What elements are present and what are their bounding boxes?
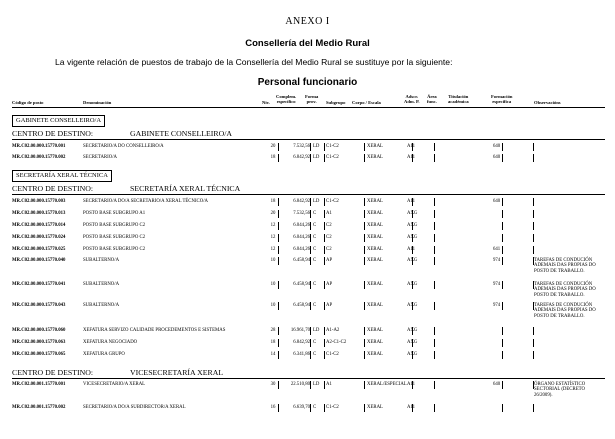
centro-destino-gabinete: CENTRO DE DESTINO: GABINETE CONSELLEIRO/A xyxy=(12,129,232,138)
cell-separator xyxy=(324,281,325,289)
cell-niv: 12 xyxy=(270,223,276,228)
cell-comp: 6.842,92 xyxy=(293,340,310,345)
cell-separator xyxy=(278,143,279,151)
cell-adsc: AXG xyxy=(407,328,418,333)
section-divider xyxy=(12,194,605,195)
cell-niv: 10 xyxy=(270,282,276,287)
cell-fp: C xyxy=(313,247,317,252)
cell-separator xyxy=(278,339,279,347)
cell-den: VICESECRETARIO/A XERAL xyxy=(83,382,146,387)
cell-fp: C xyxy=(313,282,317,287)
cell-separator xyxy=(278,222,279,230)
cell-den: XEFATURA SERVIZO CALIDADE PROCEDEMENTOS E SISTEMAS xyxy=(83,328,226,333)
cell-den: XEFATURA GRUPO xyxy=(83,352,125,357)
cell-fp: C xyxy=(313,352,317,357)
col-header-forma: Forma prov. xyxy=(305,94,319,105)
cell-separator xyxy=(324,404,325,412)
section-box-gabinete: GABINETE CONSELLEIRO/A xyxy=(12,115,105,127)
cell-separator xyxy=(533,381,534,389)
cell-separator xyxy=(502,234,503,242)
annex-title: ANEXO I xyxy=(285,16,330,27)
cell-corpo: XERAL xyxy=(367,223,383,228)
cell-separator xyxy=(502,339,503,347)
cell-adsc: AXG xyxy=(407,258,418,263)
col-header-corpo: Corpo / Escala xyxy=(352,100,381,105)
cell-separator xyxy=(310,339,311,347)
cell-corpo: XERAL xyxy=(367,282,383,287)
cell-comp: 6.842,92 xyxy=(293,199,310,204)
cell-adsc: A11 xyxy=(407,247,416,252)
cell-separator xyxy=(412,234,413,242)
cell-obs: TAREFAS DE CONDUCIÓN ADEMAIS DAS PROPIAS DO POSTO DE TRABALLO. xyxy=(534,303,596,319)
cell-separator xyxy=(364,154,365,162)
cell-separator xyxy=(434,281,435,289)
cell-separator xyxy=(324,234,325,242)
cell-niv: 14 xyxy=(270,352,276,357)
cell-adsc: A11 xyxy=(407,405,416,410)
cell-comp: 6.341,86 xyxy=(293,352,310,357)
cell-separator xyxy=(502,198,503,206)
cell-adsc: AXG xyxy=(407,223,418,228)
cell-separator xyxy=(364,302,365,310)
cell-code: MR.C02.00.000.15770.041 xyxy=(12,282,66,287)
cell-separator xyxy=(324,222,325,230)
cell-niv: 20 xyxy=(270,144,276,149)
cell-fp: LD xyxy=(313,382,320,387)
cell-separator xyxy=(502,257,503,265)
cell-sg: AP xyxy=(326,282,333,287)
cell-separator xyxy=(364,246,365,254)
cell-separator xyxy=(324,351,325,359)
cell-separator xyxy=(364,234,365,242)
cell-separator xyxy=(502,302,503,310)
cell-obs: ÓRGANO ESTATÍSTICO SECTORIAL (DECRETO 26/2009). xyxy=(534,382,586,398)
cell-separator xyxy=(364,257,365,265)
cell-code: MR.C02.00.000.15770.001 xyxy=(12,144,66,149)
col-header-denominacion: Denominación xyxy=(83,100,112,105)
cell-sg: C1-C2 xyxy=(326,199,339,204)
cell-den: SECRETARIO/A DO/A SUBDIRECTOR/A XERAL xyxy=(83,405,186,410)
cell-separator xyxy=(324,257,325,265)
cell-separator xyxy=(412,222,413,230)
header-divider xyxy=(12,107,605,108)
cell-separator xyxy=(364,281,365,289)
cell-obs: TAREFAS DE CONDUCIÓN ADEMAIS DAS PROPIAS DO POSTO DE TRABALLO. xyxy=(534,258,596,274)
cell-corpo: XERAL/ESPECIAL xyxy=(367,382,407,387)
cell-fp: LD xyxy=(313,144,320,149)
cell-separator xyxy=(324,327,325,335)
cell-separator xyxy=(434,234,435,242)
cell-separator xyxy=(502,210,503,218)
cell-separator xyxy=(434,154,435,162)
cell-niv: 12 xyxy=(270,247,276,252)
cell-fp: C xyxy=(313,211,317,216)
cell-den: POSTO BASE SUBGRUPO C2 xyxy=(83,223,146,228)
cell-comp: 6.458,94 xyxy=(293,258,310,263)
cell-den: SECRETARIO/A DO CONSELLEIRO/A xyxy=(83,144,164,149)
col-header-adscr: Adscr. Adm. P. xyxy=(404,94,420,105)
cell-form: 640 xyxy=(493,382,501,387)
cell-comp: 7.532,56 xyxy=(293,144,310,149)
cell-form: 641 xyxy=(493,247,501,252)
cell-fp: LD xyxy=(313,155,320,160)
cell-corpo: XERAL xyxy=(367,303,383,308)
col-header-codigo: Código de posto xyxy=(12,100,44,105)
cell-separator xyxy=(434,339,435,347)
cell-adsc: A11 xyxy=(407,199,416,204)
cell-sg: C1-C2 xyxy=(326,155,339,160)
cell-comp: 6.458,94 xyxy=(293,303,310,308)
cell-den: SUBALTERNO/A xyxy=(83,303,120,308)
cell-separator xyxy=(412,381,413,389)
cell-code: MR.C02.00.000.15770.043 xyxy=(12,303,66,308)
cell-comp: 7.532,56 xyxy=(293,211,310,216)
cell-separator xyxy=(310,154,311,162)
cell-separator xyxy=(278,246,279,254)
cell-separator xyxy=(533,351,534,359)
cell-code: MR.C02.00.000.15770.060 xyxy=(12,328,66,333)
cell-niv: 18 xyxy=(270,340,276,345)
cell-comp: 6.842,92 xyxy=(293,155,310,160)
cell-separator xyxy=(412,404,413,412)
cell-separator xyxy=(412,143,413,151)
cell-separator xyxy=(502,143,503,151)
cell-separator xyxy=(278,198,279,206)
cell-separator xyxy=(364,222,365,230)
cell-separator xyxy=(310,351,311,359)
cell-adsc: AXG xyxy=(407,352,418,357)
cell-niv: 18 xyxy=(270,155,276,160)
cell-separator xyxy=(412,257,413,265)
col-header-niv: Niv. xyxy=(262,100,270,105)
cell-separator xyxy=(324,381,325,389)
cell-corpo: XERAL xyxy=(367,235,383,240)
cell-separator xyxy=(502,246,503,254)
cell-separator xyxy=(434,198,435,206)
cell-separator xyxy=(533,327,534,335)
cell-separator xyxy=(533,404,534,412)
section-box-secretaria: SECRETARÍA XERAL TÉCNICA xyxy=(12,170,112,182)
cell-niv: 20 xyxy=(270,211,276,216)
cell-separator xyxy=(278,302,279,310)
cell-corpo: XERAL xyxy=(367,328,383,333)
cell-comp: 6.458,94 xyxy=(293,282,310,287)
cell-sg: A1 xyxy=(326,211,332,216)
cell-niv: 28 xyxy=(270,328,276,333)
cell-sg: C2 xyxy=(326,247,332,252)
cell-code: MR.C02.00.001.15770.002 xyxy=(12,405,66,410)
cell-form: 640 xyxy=(493,155,501,160)
cell-separator xyxy=(278,210,279,218)
cell-separator xyxy=(533,222,534,230)
cell-sg: C2 xyxy=(326,223,332,228)
cell-den: SUBALTERNO/A xyxy=(83,282,120,287)
cell-separator xyxy=(310,143,311,151)
cell-separator xyxy=(324,210,325,218)
cell-sg: C1-C2 xyxy=(326,144,339,149)
cell-separator xyxy=(412,246,413,254)
cell-adsc: AXG xyxy=(407,282,418,287)
cell-fp: C xyxy=(313,223,317,228)
cell-code: MR.C02.00.001.15770.001 xyxy=(12,382,66,387)
cell-separator xyxy=(434,404,435,412)
cell-separator xyxy=(412,281,413,289)
cell-separator xyxy=(364,198,365,206)
cell-corpo: XERAL xyxy=(367,199,383,204)
cell-code: MR.C02.00.000.15770.014 xyxy=(12,223,66,228)
cell-corpo: XERAL xyxy=(367,405,383,410)
cell-separator xyxy=(434,257,435,265)
cell-separator xyxy=(412,302,413,310)
cell-separator xyxy=(310,210,311,218)
cell-niv: 30 xyxy=(270,382,276,387)
cell-separator xyxy=(278,327,279,335)
cell-sg: C1-C2 xyxy=(326,405,339,410)
cell-separator xyxy=(278,381,279,389)
cell-separator xyxy=(412,351,413,359)
cell-adsc: AXG xyxy=(407,303,418,308)
cell-separator xyxy=(502,351,503,359)
cell-sg: C1-C2 xyxy=(326,352,339,357)
cell-comp: 6.639,70 xyxy=(293,405,310,410)
cell-separator xyxy=(364,210,365,218)
cell-niv: 16 xyxy=(270,405,276,410)
cell-adsc: A11 xyxy=(407,144,416,149)
cell-corpo: XERAL xyxy=(367,247,383,252)
cell-separator xyxy=(310,327,311,335)
cell-niv: 18 xyxy=(270,199,276,204)
cell-adsc: AXG xyxy=(407,211,418,216)
cell-fp: LD xyxy=(313,328,320,333)
cell-separator xyxy=(310,257,311,265)
cell-separator xyxy=(533,234,534,242)
col-header-area: Área func. xyxy=(427,94,437,105)
cell-corpo: XERAL xyxy=(367,340,383,345)
cell-separator xyxy=(364,351,365,359)
cell-comp: 16.961,70 xyxy=(290,328,310,333)
cell-separator xyxy=(278,234,279,242)
cell-separator xyxy=(324,198,325,206)
cell-fp: C xyxy=(313,303,317,308)
cell-form: 974 xyxy=(493,282,501,287)
cell-separator xyxy=(278,351,279,359)
cell-separator xyxy=(412,339,413,347)
cell-separator xyxy=(310,246,311,254)
cell-sg: A1 xyxy=(326,382,332,387)
cell-corpo: XERAL xyxy=(367,258,383,263)
cell-separator xyxy=(278,404,279,412)
cell-separator xyxy=(310,198,311,206)
cell-separator xyxy=(502,222,503,230)
cell-separator xyxy=(434,143,435,151)
cell-den: SECRETARIO/A DO/A SECRETARIO/A XERAL TÉCNICO/A xyxy=(83,199,209,204)
cell-separator xyxy=(434,246,435,254)
cell-separator xyxy=(412,154,413,162)
col-header-subgrupo: Subgrupo xyxy=(326,100,346,105)
cell-comp: 6.044,26 xyxy=(293,247,310,252)
cell-separator xyxy=(434,210,435,218)
cell-corpo: XERAL xyxy=(367,211,383,216)
cell-den: POSTO BASE SUBGRUPO C2 xyxy=(83,247,146,252)
cell-comp: 22.510,80 xyxy=(290,382,310,387)
cell-separator xyxy=(434,327,435,335)
cell-separator xyxy=(533,154,534,162)
cell-adsc: AXG xyxy=(407,235,418,240)
cell-separator xyxy=(502,327,503,335)
cell-den: SECRETARIO/A xyxy=(83,155,117,160)
cell-code: MR.C02.00.000.15770.025 xyxy=(12,247,66,252)
cell-separator xyxy=(364,339,365,347)
cell-separator xyxy=(324,302,325,310)
cell-form: 640 xyxy=(493,144,501,149)
cell-separator xyxy=(434,222,435,230)
intro-text: La vigente relación de puestos de trabajo de la Consellería del Medio Rural se sustituye por la siguiente: xyxy=(55,57,453,67)
section-title: Personal funcionario xyxy=(257,77,358,88)
cell-separator xyxy=(278,257,279,265)
cell-code: MR.C02.00.000.15770.024 xyxy=(12,235,66,240)
cell-den: SUBALTERNO/A xyxy=(83,258,120,263)
cell-code: MR.C02.00.000.15770.013 xyxy=(12,211,66,216)
cell-separator xyxy=(412,198,413,206)
cell-corpo: XERAL xyxy=(367,155,383,160)
conselleria-title: Consellería del Medio Rural xyxy=(245,38,370,49)
cell-sg: A2-C1-C2 xyxy=(326,340,347,345)
cell-den: POSTO BASE SUBGRUPO A1 xyxy=(83,211,146,216)
cell-separator xyxy=(533,246,534,254)
cell-code: MR.C02.00.000.15770.003 xyxy=(12,199,66,204)
col-header-titulacion: Titulación académica xyxy=(448,94,469,105)
cell-form: 974 xyxy=(493,303,501,308)
cell-separator xyxy=(533,281,534,289)
cell-separator xyxy=(533,257,534,265)
col-header-formacion: Formación específica xyxy=(491,94,513,105)
cell-form: 974 xyxy=(493,258,501,263)
cell-corpo: XERAL xyxy=(367,144,383,149)
cell-comp: 6.044,26 xyxy=(293,223,310,228)
cell-fp: C xyxy=(313,340,317,345)
cell-niv: 10 xyxy=(270,303,276,308)
cell-code: MR.C02.00.000.15770.002 xyxy=(12,155,66,160)
cell-separator xyxy=(434,351,435,359)
cell-adsc: AXG xyxy=(407,340,418,345)
cell-adsc: A11 xyxy=(407,155,416,160)
cell-code: MR.C02.00.000.15770.063 xyxy=(12,340,66,345)
cell-separator xyxy=(310,222,311,230)
section-divider xyxy=(12,378,605,379)
cell-sg: A1-A2 xyxy=(326,328,340,333)
cell-sg: AP xyxy=(326,258,333,263)
cell-separator xyxy=(434,381,435,389)
cell-sg: C2 xyxy=(326,235,332,240)
section-divider xyxy=(12,139,605,140)
cell-separator xyxy=(310,234,311,242)
cell-separator xyxy=(324,246,325,254)
col-header-complem: Complem. específico xyxy=(276,94,297,105)
cell-separator xyxy=(364,404,365,412)
cell-separator xyxy=(324,143,325,151)
col-header-observacions: Observacións xyxy=(534,100,561,105)
cell-comp: 6.044,26 xyxy=(293,235,310,240)
cell-den: XEFATURA NEGOCIADO xyxy=(83,340,138,345)
cell-fp: C xyxy=(313,405,317,410)
cell-separator xyxy=(364,327,365,335)
cell-niv: 10 xyxy=(270,258,276,263)
cell-separator xyxy=(412,327,413,335)
cell-code: MR.C02.00.000.15770.040 xyxy=(12,258,66,263)
cell-separator xyxy=(502,281,503,289)
cell-separator xyxy=(364,143,365,151)
cell-separator xyxy=(412,210,413,218)
centro-destino-secretaria: CENTRO DE DESTINO: SECRETARÍA XERAL TÉCNICA xyxy=(12,184,241,193)
cell-corpo: XERAL xyxy=(367,352,383,357)
cell-sg: AP xyxy=(326,303,333,308)
cell-code: MR.C02.00.000.15770.065 xyxy=(12,352,66,357)
cell-separator xyxy=(533,339,534,347)
cell-separator xyxy=(278,281,279,289)
cell-separator xyxy=(533,302,534,310)
cell-separator xyxy=(324,339,325,347)
cell-separator xyxy=(533,210,534,218)
cell-fp: C xyxy=(313,235,317,240)
cell-separator xyxy=(533,143,534,151)
cell-form: 640 xyxy=(493,199,501,204)
cell-separator xyxy=(502,404,503,412)
cell-separator xyxy=(324,154,325,162)
cell-separator xyxy=(502,154,503,162)
cell-den: POSTO BASE SUBGRUPO C2 xyxy=(83,235,146,240)
cell-separator xyxy=(310,281,311,289)
cell-niv: 12 xyxy=(270,235,276,240)
cell-separator xyxy=(364,381,365,389)
cell-fp: LD xyxy=(313,199,320,204)
cell-separator xyxy=(434,302,435,310)
cell-obs: TAREFAS DE CONDUCIÓN ADEMAIS DAS PROPIAS DO POSTO DE TRABALLO. xyxy=(534,282,596,298)
cell-separator xyxy=(533,198,534,206)
cell-fp: C xyxy=(313,258,317,263)
cell-separator xyxy=(310,404,311,412)
cell-separator xyxy=(310,302,311,310)
cell-separator xyxy=(310,381,311,389)
cell-adsc: A11 xyxy=(407,382,416,387)
cell-separator xyxy=(278,154,279,162)
cell-separator xyxy=(502,381,503,389)
centro-destino-vicesecretaria: CENTRO DE DESTINO: VICESECRETARÍA XERAL xyxy=(12,368,224,377)
